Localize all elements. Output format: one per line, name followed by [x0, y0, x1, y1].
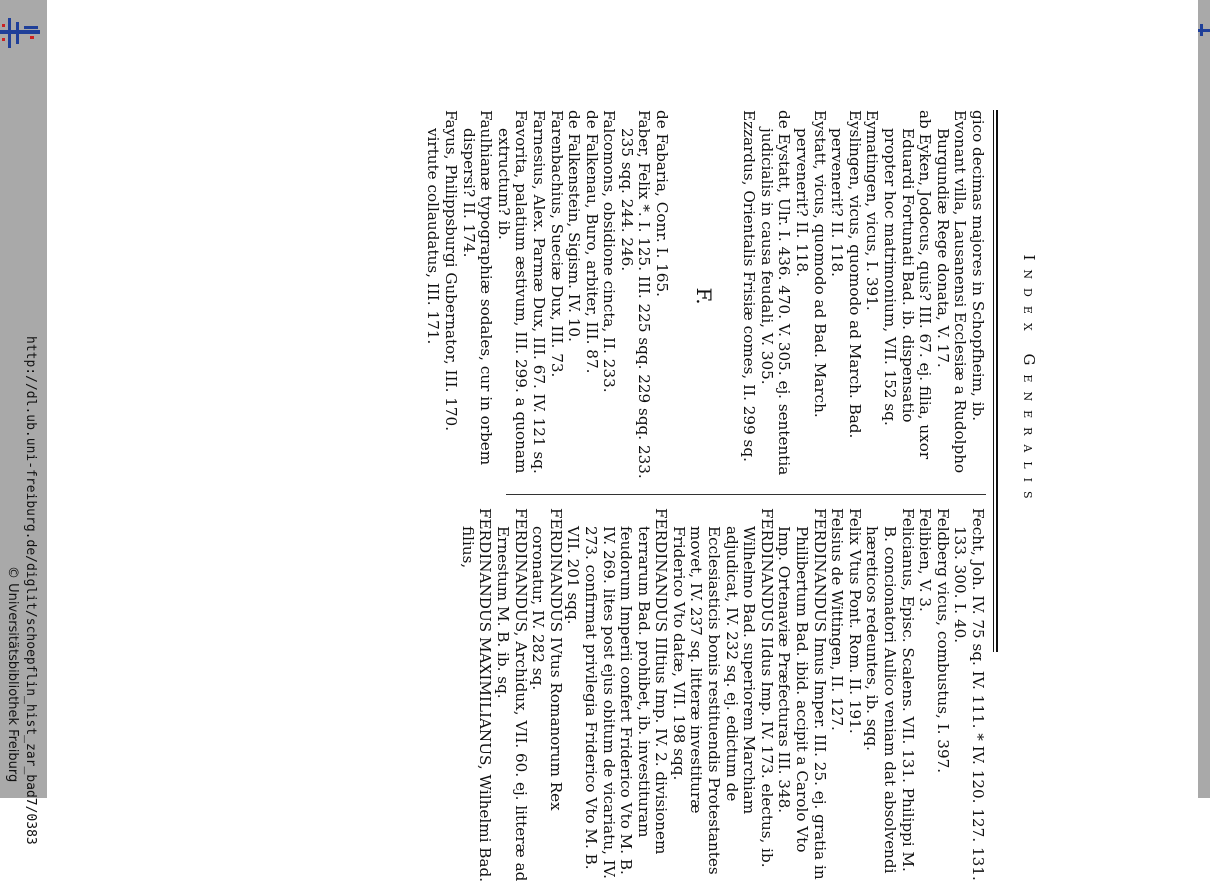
index-entry: Farenbachius, Sueciæ Dux, III. 73.	[547, 110, 566, 378]
index-entry: Eystatt, vicus, quomodo ad Bad. March. pervenerit? II. 118.	[793, 110, 829, 418]
header-rule	[996, 110, 998, 652]
index-entry: Felsius de Wittingen, II. 127.	[828, 508, 847, 731]
index-entry: FERDINANDUS MAXIMILIANUS, Wilhelmi Bad. filius,	[458, 508, 495, 883]
index-entries-e	[740, 110, 986, 482]
column-divider	[506, 494, 986, 495]
index-entry: Fayus, Philippsburgi Gubernator, III. 170. virtute collaudatus, III. 171.	[424, 110, 460, 432]
index-entry: Felicianus, Episc. Scalens. VII. 131. Philippi M. B. concionatori Aulico veniam dat absolvendi hæreticos redeuntes, ib. sqq.	[863, 508, 917, 874]
library-logo-icon	[0, 16, 40, 50]
index-entry: de Fabaria, Conr. I. 165.	[653, 110, 672, 297]
index-entry: Faber, Felix *. I. 125. III. 225 sqq. 229 sqq. 233. 235 sqq. 244. 246.	[617, 110, 654, 479]
page-url-watermark: http://dl.ub.uni-freiburg.de/diglit/schoepflin_hist_zar_bad7/0383	[23, 336, 38, 845]
index-entry: FERDINANDUS IIItius Imp. IV. 2. divisionem terrarum Bad. prohibet, ib. investituram feudorum Imperii confert Friderico Vto M. B. IV. 269. lites post ejus obitum de vicariatu, IV. 273. confirmat privilegia Friderico Vto M. B. VII. 201 sqq.	[564, 508, 671, 879]
library-logo-fragment-icon	[1198, 20, 1210, 40]
index-entry: Fecht, Joh. IV. 75 sq. IV. 111. * IV. 120. 127. 131. 133. 300. I. 40.	[951, 508, 987, 881]
index-entry: FERDINANDUS Imus Imper. III. 25. ej. gratia in Philibertum Bad. ibid. accipit a Carolo Vto Imp. Ortenaviæ Præfecturas III. 348.	[775, 508, 829, 880]
running-head: Index Generalis	[1020, 254, 1038, 508]
section-letter: F.	[691, 287, 716, 305]
index-entry: FERDINANDUS, Archidux, VII. 60. ej. litteræ ad Ernestum M. B. ib. sq.	[493, 508, 530, 882]
index-column-right	[458, 508, 986, 888]
index-entry: Feldberg vicus, combustus, I. 397.	[933, 508, 952, 774]
index-entries-f	[424, 110, 670, 482]
index-entry: Falcomons, obsidione cincta, II. 233.	[600, 110, 619, 393]
header-rule-thin	[993, 110, 994, 652]
index-entries-f-continued	[458, 508, 986, 888]
index-entry: FERDINANDUS IVtus Romanorum Rex coronatur, IV. 282 sq.	[529, 508, 565, 811]
index-entry: Farnesius, Alex. Parmæ Dux, III. 67. IV. 121 sq.	[529, 110, 548, 474]
index-entry: gico decimas majores in Schopfheim, ib.	[969, 110, 987, 422]
index-entry: Favorita, palatium æstivum, III. 299. a quonam extructum? ib.	[494, 110, 531, 474]
index-column-left	[424, 110, 986, 482]
index-entry: Evonant villa, Lausanensi Ecclesiæ a Rudolpho Burgundiæ Rege donata, V. 17.	[933, 110, 970, 474]
index-entry: Ezzardus, Orientalis Frisiæ comes, II. 299 sq.	[740, 110, 759, 462]
index-entry: Eymatingen, vicus, I. 391.	[863, 110, 882, 311]
index-entry: Felix Vtus Pont. Rom. II. 191.	[845, 508, 864, 734]
index-entry: de Falkenstein, Sigism. IV. 10.	[565, 110, 584, 342]
copyright-watermark: © Universitätsbibliothek Freiburg	[5, 566, 20, 783]
right-viewer-margin	[1198, 0, 1210, 798]
index-entry: Faulhianæ typographiæ sodales, cur in orbem dispersi? II. 174.	[459, 110, 496, 466]
index-entry: de Falkenau, Buro, arbiter, III. 87.	[582, 110, 601, 374]
index-entry: Eyslingen, vicus, quomodo ad March. Bad. pervenerit? II. 118.	[828, 110, 864, 439]
scanned-page	[257, 110, 1038, 883]
index-entry: Felibien, V. 3.	[916, 508, 935, 612]
index-entry: de Eystatt, Ulr. I. 436. 470. V. 305. ej. sententia judicialis in causa feudali, V. 305.	[757, 110, 794, 476]
index-entry: FERDINANDUS IIdus Imp. IV. 173. electus, ib. Wilhelmo Bad. superiorem Marchiam adjudicat, IV. 232 sq. ej. edictum de Ecclesiasticis bonis restituendis Protestantes movet, IV. 237 sq. litteræ investituræ Friderico Vto datæ, VII. 198 sqq.	[669, 508, 776, 875]
index-entry: ab Eyken, Jodocus, quis? III. 67. ej. filia, uxor Eduardi Fortunati Bad. ib. dispensatio propter hoc matrimonium, VII. 152 sq.	[881, 110, 935, 460]
